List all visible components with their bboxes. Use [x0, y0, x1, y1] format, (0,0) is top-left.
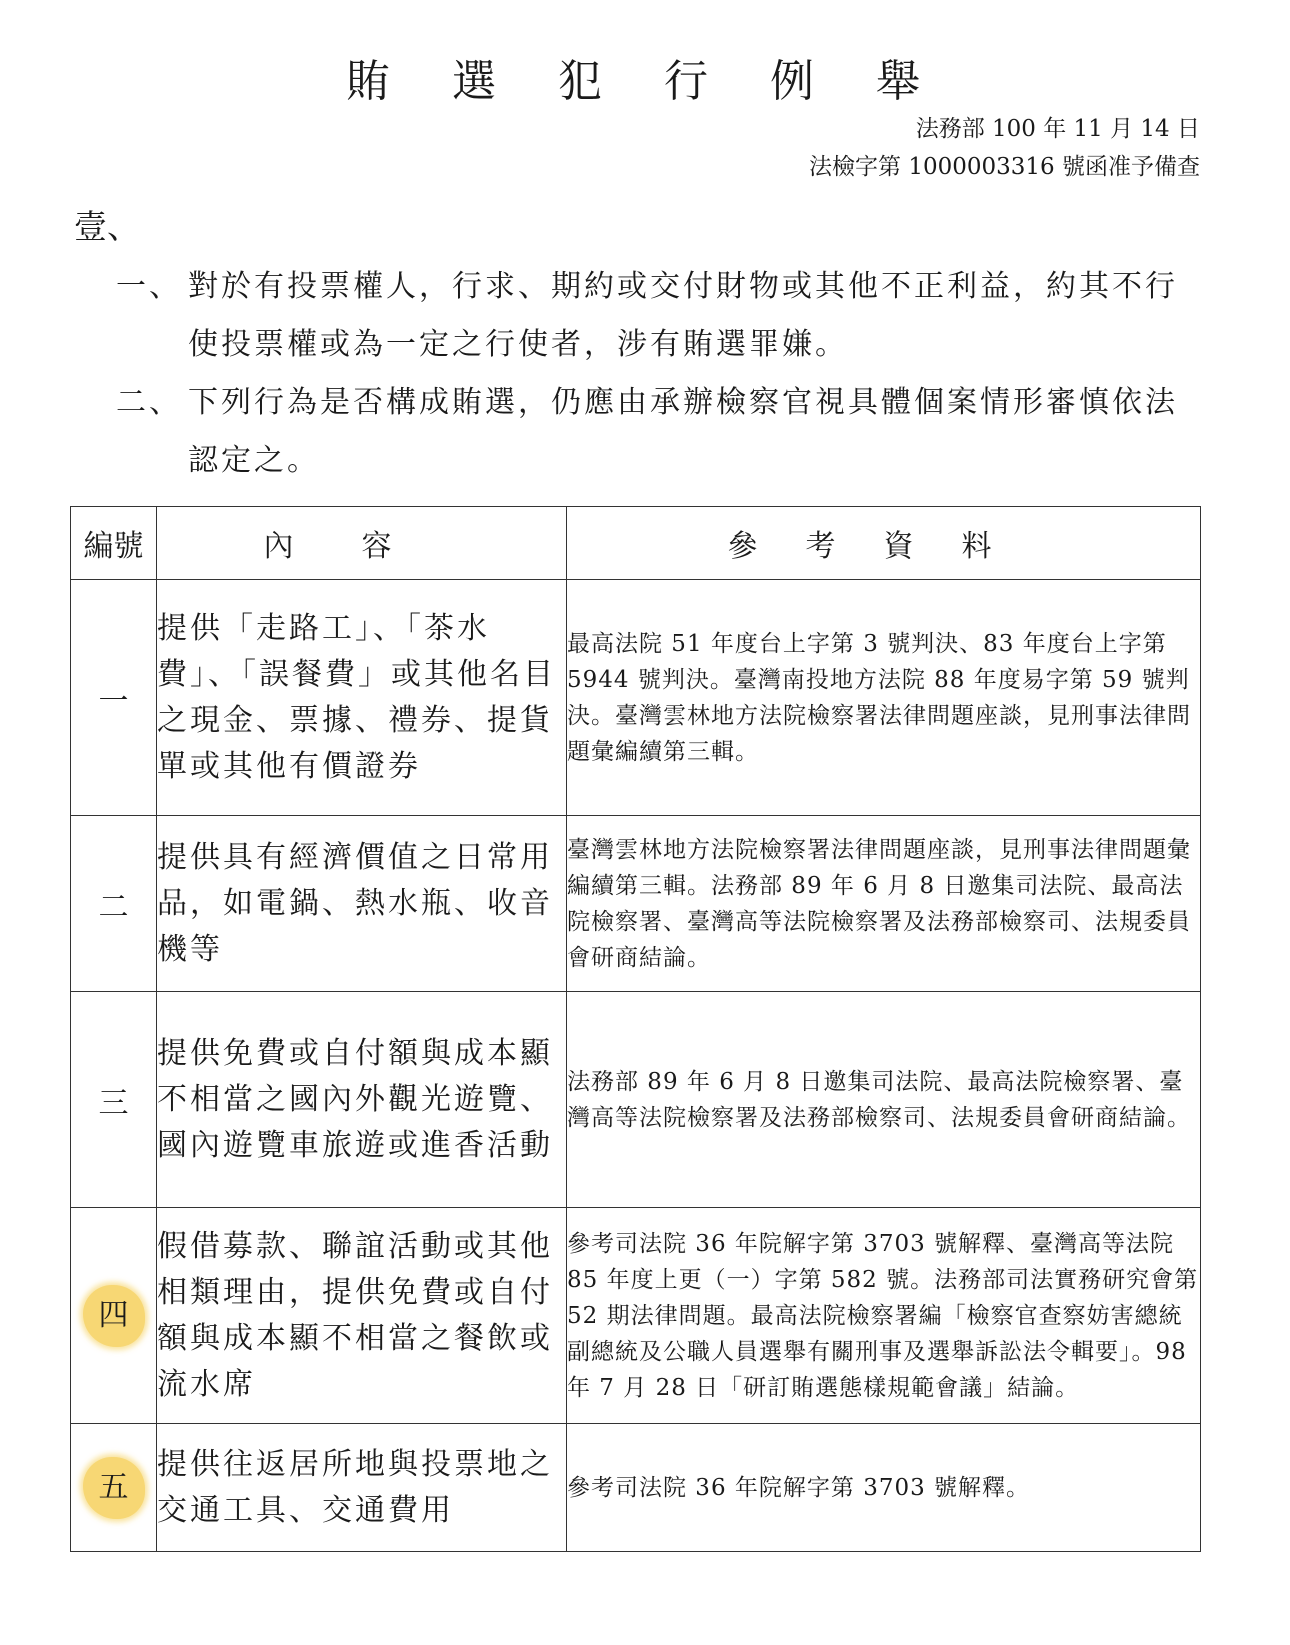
section-heading: 壹、	[74, 207, 140, 246]
table-row	[71, 816, 1201, 992]
document-number: 法檢字第 1000003316 號函准予備查	[809, 154, 1200, 180]
row-number	[71, 1424, 157, 1552]
table-row	[71, 1208, 1201, 1424]
highlighted-row-number: 五	[83, 1457, 145, 1519]
intro-item-number: 一、	[116, 269, 182, 304]
intro-item-number: 二、	[116, 385, 182, 420]
intro-item-text: 對於有投票權人，行求、期約或交付財物或其他不正利益，約其不行使投票權或為一定之行使者，涉有賄選罪嫌。	[188, 269, 1178, 362]
table-row	[71, 992, 1201, 1208]
row-content: 假借募款、聯誼活動或其他相類理由，提供免費或自付額與成本顯不相當之餐飲或流水席	[157, 1208, 567, 1424]
intro-item-text: 下列行為是否構成賄選，仍應由承辦檢察官視具體個案情形審慎依法認定之。	[188, 385, 1178, 478]
row-number	[71, 992, 157, 1208]
table-row	[71, 580, 1201, 816]
row-content: 提供免費或自付額與成本顯不相當之國內外觀光遊覽、國內遊覽車旅遊或進香活動	[157, 992, 567, 1208]
highlighted-row-number: 四	[83, 1285, 145, 1347]
row-number-label: 一	[98, 683, 129, 719]
row-content: 提供往返居所地與投票地之交通工具、交通費用	[157, 1424, 567, 1552]
row-number	[71, 580, 157, 816]
row-number-label: 二	[98, 889, 129, 925]
document-title: 賄 選 犯 行 例 舉	[346, 56, 944, 107]
row-number	[71, 816, 157, 992]
row-reference: 最高法院 51 年度台上字第 3 號判決、83 年度台上字第 5944 號判決。臺灣南投地方法院 88 年度易字第 59 號判決。臺灣雲林地方法院檢察署法律問題座談，見刑事法律問題彙編續第三輯。	[567, 580, 1201, 816]
header-number: 編號	[71, 507, 157, 580]
row-reference: 參考司法院 36 年院解字第 3703 號解釋、臺灣高等法院 85 年度上更（一）字第 582 號。法務部司法實務研究會第 52 期法律問題。最高法院檢察署編「檢察官查察妨害總統副總統及公職人員選舉有關刑事及選舉訴訟法令輯要」。98 年 7 月 28 日「研訂賄選態樣規範會議」結論。	[567, 1208, 1201, 1424]
row-content: 提供「走路工」、「茶水費」、「誤餐費」或其他名目之現金、票據、禮券、提貨單或其他有價證券	[157, 580, 567, 816]
row-reference: 法務部 89 年 6 月 8 日邀集司法院、最高法院檢察署、臺灣高等法院檢察署及法務部檢察司、法規委員會研商結論。	[567, 992, 1201, 1208]
table-row	[71, 1424, 1201, 1552]
row-number	[71, 1208, 157, 1424]
bribery-examples-table	[70, 506, 1201, 1552]
header-content: 內容	[157, 507, 567, 580]
row-number-label: 三	[98, 1085, 129, 1121]
header-reference: 參考資料	[567, 507, 1201, 580]
table-header-row	[71, 507, 1201, 580]
issue-date: 法務部 100 年 11 月 14 日	[915, 116, 1200, 142]
row-reference: 參考司法院 36 年院解字第 3703 號解釋。	[567, 1424, 1201, 1552]
row-content: 提供具有經濟價值之日常用品，如電鍋、熱水瓶、收音機等	[157, 816, 567, 992]
row-reference: 臺灣雲林地方法院檢察署法律問題座談，見刑事法律問題彙編續第三輯。法務部 89 年 6 月 8 日邀集司法院、最高法院檢察署、臺灣高等法院檢察署及法務部檢察司、法規委員會研商結論。	[567, 816, 1201, 992]
